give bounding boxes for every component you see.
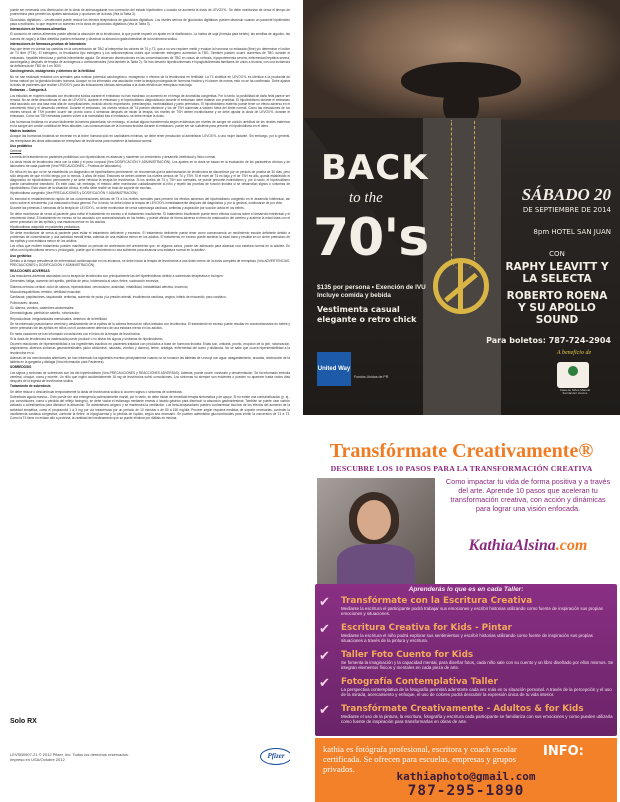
insert-paragraph: No se han realizado estudios con animales para evaluar potencial carcinogénico, mutagénico o efectos de la levotiroxina en fertilidad. La T4 sintética en LEVOXYL es idéntica a la producida de forma natural por la glándula tiroides humana. Aunque no ha informado una asociación entre la terapia prolongada de hormona tiroidea y el cáncer de mama, esto no se ha confirmado. Debe ajustar la dosis de pacientes que reciben LEVOXYL para las indicaciones clínicas adecuadas a la dosis efectiva de reemplazo más baja. [10, 74, 290, 87]
insert-paragraph: Hay que tener en cuenta los cambios en la concentración de TBG al interpretar los valores de T4 y T3, que a su vez requiere medir y evaluar la hormona no enlazada (libre) y/o determinar el índice de T4 libre (FT4I). El estrógeno, la fenotiazina tipo estrógeno y los anticonceptivos orales que contienen estrógeno aumentan la TBG. También pueden ocurrir aumentos de TBG durante el embarazo, hepatitis infecciosa y porfiria intermitente aguda. Se observan disminuciones en las concentraciones de TBG en casos de nefrosis, hipoproteinemia severa, enfermedad hepática severa, acromegalia y después de terapia de andrógenos o corticosteroides (Vea también la Tabla 2). Se han descrito hipertiroxinemias e hipoglobulinemias familiares de unión a tiroxina, con una incidencia de deficiencia de TBG de 1 en 9000. [10, 47, 290, 68]
peace-sign-icon [433, 258, 489, 314]
insert-paragraph: Además de los mencionados anteriores, se han informado los siguientes eventos principalmente cuando no se tomaron las tabletas de Levoxyl con agua: atragantamiento, arcadas, obstrucción de la tableta en la garganta y disfagia (Vea Información para Pacientes). [10, 355, 290, 365]
insert-heading: REACCIONES ADVERSAS [10, 268, 50, 273]
brand-domain: .com [555, 537, 588, 554]
poster-date: SÁBADO 20 [521, 185, 611, 204]
insert-paragraph: En niños en los que no se ha establecido un diagnóstico de hipotiroidismo permanente, se recomienda que la administración de levotiroxina se discontinúe por un periodo de prueba de 30 días, pero sólo después de que el niño tenga, por lo menos, 3 años de edad. Entonces se deben obtener los niveles séricos de T4 y TSH. Si el nivel de T4 es bajo y el de TSH es alto, queda establecido el diagnóstico de hipotiroidismo permanente y se debe reiniciar la terapia de levotiroxina. Si los niveles de T4 y TSH son normales, se puede presumir eutiroidismo y, por lo tanto, el hipotiroidismo puede considerarse transitorio. En este caso, sin embargo, el médico debe monitorizar cuidadosamente al niño y repetir las pruebas de función tiroidea si se desarrollan signos o síntomas de hipotiroidismo. Esta visión de la situación clínica, el niño debe recibir un trato de soporte de muchas. [10, 169, 290, 191]
insert-paragraph: GI: diarrea, vómitos, calambres abdominales; [10, 306, 75, 311]
insert-footer [10, 752, 129, 762]
insert-paragraph: Los niños que reciben tratamiento pueden manifestar un periodo de aceleración del crecimiento que, en algunos casos, puede ser adecuado para alcanzar una estatura normal en la adultez. En niños con hipotiroidismo severo o prolongado, puede que el crecimiento no sea suficiente para alcanzar una estatura normal en la adultez. [10, 244, 290, 253]
insert-paragraph: Los estudios en mujeres tratadas con levotiroxina sódica durante el embarazo no han mostrado un aumento en el riesgo de anomalías congénitas. Por lo tanto, la posibilidad de daño fetal parece ser remota. No se debe descontinuar el uso de LEVOXYL durante el embarazo y el hipotiroidismo diagnosticado durante el embarazo debe tratarse con prontitud. El hipotiroidismo durante el embarazo está asociado con una tasa más alta de complicaciones, incluido aborto espontáneo, preeclampsia, mortinatalidad y parto prematuro. El hipotiroidismo materno puede tener un efecto adverso en el crecimiento fetal y el desarrollo cerebral. Durante el embarazo, los niveles séricos de T4 pueden disminuir y los de TSH aumentar a valores fuera del límite normal. Como las elevaciones de los niveles séricos de TSH pueden ocurrir tan pronto como 4 semanas después de iniciar la terapia, los niveles de TSH deben monitorizarse y se debe ajustar la dosis de LEVOXYL durante el embarazo. Como las TSH elevadas pueden volver a la normalidad tras el embarazo, se debe revisar la dosis. [10, 93, 290, 119]
workshop-title: Transfórmate Creativamente - Adultos & for Kids [341, 704, 584, 714]
poster-venue: 8pm HOTEL SAN JUAN [533, 228, 611, 236]
insert-paragraph: Glucósidos digitálicos – Levotiroxina puede reducir los efectos terapéuticos de glucósidos digitálicos. Los niveles séricos de glucósidos digitálicos pueden disminuir cuando un paciente hipotiroideo pasa a eutiroideo, lo que requiere un aumento en la dosis de glucósidos digitálicos (Vea la Tabla 3). [10, 17, 290, 26]
ad-title: Transfórmate Creativamente® [329, 440, 594, 462]
insert-paragraph: El consumo de ciertos alimentos puede afectar la absorción de la levotiroxina, lo que puede requerir un ajuste en la dosificación. La harina de soja (fórmula para bebés), las semillas de algodón, las nueces de nogal y la fibra dietética pueden enlazarse y disminuir la absorción gastrointestinal de la levotiroxina sódica. [10, 32, 290, 41]
transformate-ad [303, 420, 620, 802]
workshop-description: Mediante la escritura el niño podrá explorar sus sentimientos y escribir historias utilizando como fuente de inspiración sus propias situaciones a través de la pintura y escritura. [341, 633, 593, 644]
workshops-panel [315, 584, 617, 736]
back-to-the-70s-poster [303, 0, 620, 415]
poster-act-1: RAPHY LEAVITT Y LA SELECTA [505, 261, 609, 285]
poster-headline-70s: 70's [313, 208, 429, 268]
poster-price: $135 por persona • Exención de IVU Incluye comida y bebida [317, 284, 426, 299]
insert-paragraph: Generales: fatiga, aumento del apetito, pérdida de peso, intolerancia al calor, fiebre, sudoración excesiva; [10, 279, 160, 284]
insert-heading: Interacciones de fármacos-pruebas de laboratorio [10, 41, 86, 46]
insert-body [10, 8, 290, 420]
united-way-caption: Fondos Unidos de PR [354, 375, 389, 379]
poster-date-month: DE SEPTIEMBRE DE 2014 [522, 206, 611, 214]
checkmark-icon: ✔ [319, 702, 330, 717]
beneficiary-caption: Casa de Niños Manuel Fernández Juncos [559, 388, 591, 396]
insert-paragraph: Se debe reducir o descontinuar temporalmente la dosis de levotiroxina sódica si ocurren signos o síntomas de sobredosis. [10, 389, 183, 394]
workshop-description: Se fomenta la imaginación y la capacidad mental, para diseñar fotos, cada niño sale con su cuento y un libro diseñado por ellos mismos. Se integran elementos físicos y mentales en cada pieza de arte. [341, 660, 614, 671]
checkmark-icon: ✔ [319, 648, 330, 663]
portrait-body [337, 544, 415, 586]
insert-paragraph: Las reacciones adversas asociadas con la terapia de levotiroxina son principalmente las del hipertiroidismo debido a sobredosis terapéutica e incluyen: [10, 274, 224, 278]
insert-paragraph: Reproductivas: irregularidades menstruales, deterioro de la fertilidad. [10, 316, 108, 321]
poster-act-2: ROBERTO ROENA Y SU APOLLO SOUND [506, 290, 608, 326]
insert-heading: Carcinogénesis, mutagénesis y deterioro de la fertilidad [10, 69, 95, 74]
poster-headline-to-the: to the [349, 190, 383, 206]
workshop-title: Fotografía Contemplativa Taller [341, 677, 498, 687]
poster-dress-code: Vestimenta casual elegante o retro chick [317, 305, 417, 324]
poster-tickets-phone: Para boletos: 787-724-2904 [486, 336, 611, 345]
poster-with-label: CON [549, 250, 565, 258]
united-way-logo: United Way [317, 352, 351, 386]
insert-paragraph: Sistema nervioso central: dolor de cabeza, hiperactividad, nerviosismo, ansiedad, irritabilidad, inestabilidad afectiva, insomnio; [10, 284, 189, 289]
workshop-item [341, 623, 615, 644]
kathia-portrait-photo [317, 478, 435, 586]
insert-paragraph: En raras ocasiones se han informado convulsiones con el inicio de la terapia de levotiroxina. [10, 331, 141, 336]
checkmark-icon: ✔ [319, 675, 330, 690]
print-date-line: Impreso en USA/Octubre 2012 [10, 757, 65, 762]
insert-heading: Tratamiento de sobredosis [10, 384, 51, 389]
beneficiary-label: A beneficio de [556, 350, 592, 356]
workshops-heading: Aprenderás lo que es en cada Taller: [408, 586, 524, 593]
workshop-title: Transfórmate con la Escritura Creativa [341, 596, 533, 606]
workshop-title: Taller Foto Cuento for Kids [341, 650, 474, 660]
insert-paragraph: Ocurren reacciones de hipersensibilidad a los ingredientes inactivos en pacientes tratados con productos a base de hormona tiroidea. Estas son, urticaria, prurito, erupción de la piel, ruborización, angioedema, diversos síntomas gastrointestinales (dolor abdominal, náuseas, vómitos y diarrea), fiebre, artralgia, enfermedad del suero y sibilancia. No se sabe que ocurra hipersensibilidad a la levotiroxina en sí. [10, 342, 290, 355]
contact-phone: 787-295-1890 [407, 783, 525, 799]
insert-heading: Embarazo – Categoría A [10, 88, 47, 93]
contact-description: kathia es fotógrafa profesional, escritora y coach escolar certificada. Se ofrecen para escuelas, empresas y grupos privados. [323, 744, 517, 774]
copyright-line: LEVSB0907-21 © 2012 Pfizer, Inc. Todos los derechos reservados. [10, 752, 129, 757]
insert-heading: Madres lactantes [10, 129, 36, 134]
brand-name: KathiaAlsina [468, 537, 556, 554]
insert-paragraph: Aunque las hormonas tiroideas se excretan en la leche humana sólo en cantidades mínimas, se debe tener precaución al administrar LEVOXYL a una mujer lactante. Sin embargo, por lo general, las reemplazar las dosis adecuadas de reemplazo de levotiroxina para mantener la lactancia normal. [10, 134, 290, 143]
checkmark-icon: ✔ [319, 621, 330, 636]
insert-paragraph: Se debe monitorizar de cerca al paciente para evitar el tratamiento deficiente y excesivo. El tratamiento deficiente puede tener como consecuencia un rendimiento escolar deficiente debido a problemas de concentración y una actividad mental lenta, además de una estatura menor en los adultos. El tratamiento en exceso puede acelerar la edad ósea y resultar en un cierre prematuro de las epífisis y una estatura menor en los adultos. [10, 230, 290, 243]
checkmark-icon: ✔ [319, 594, 330, 609]
insert-paragraph: Las hormonas tiroideas no cruzan fácilmente la barrera placentaria; sin embargo, el actual alguno transferencia según evidencias por niveles de sangre de cordón umbilical de los niveles maternos en la sangre del cordón umbilical de fetos atiroides. Las consecuencias de la hormona tiroidea durante el embarazo, puede ser sin suficiente para prevenir el hipotiroidismo en el útero. [10, 119, 290, 128]
insert-paragraph: Sobredosis aguda masiva – Esto puede ser una emergencia potencialmente mortal, por lo tanto, se debe iniciar de inmediato terapia sintomática y de apoyo. Si no existe una contraindicación (p. ej., por convulsiones, coma o pérdida del reflejo faríngeo), se debe vaciar el estómago mediante emesis o lavado gástrico para disminuir la absorción gastrointestinal. También se puede usar carbón activado o colestiramina para disminuir la absorción. Se administrará oxígeno y se mantendrá la ventilación. Los beta-bloqueadores pueden contrarrestar muchos de los efectos del aumento de la actividad simpática, como el propranolol 1 a 3 mg por vía intravenosa por un periodo de 10 minutos o de 80 a 160 mg/día. Proveer según requiera medidas de soporte necesarias, controlar la insuficiencia cardiaca congestiva, controlar la fiebre, la hipoglucemia y la pérdida de líquido, según sea necesario. Se pueden administrar glucocorticoides para inhibir la conversión de T4 a T3. Como la T4 tiene un enlace alto a proteína, la cantidad del medicamento que se puede eliminar por diálisis es mínima. [10, 395, 290, 420]
insert-paragraph: Pulmonares: disnea; [10, 300, 40, 305]
insert-paragraph: Es esencial el restablecimiento rápido de las concentraciones séricas de T4 a los niveles normales para prevenir los efectos adversos del hipotiroidismo congénito en el desarrollo intelectual, así como sobre el crecimiento y la maduración física general. Por lo tanto, se debe iniciar la terapia de LEVOXYL inmediatamente después del diagnóstico y, por lo general, continuarse de por vida. [10, 196, 290, 205]
necklace-chain [451, 120, 475, 270]
insert-paragraph: Dermatológicas: pérdida de cabello, ruborización; [10, 311, 80, 316]
insert-paragraph: Musculoesqueléticas: temblor, debilidad muscular; [10, 290, 82, 295]
insert-paragraph: Cardiacas: palpitaciones, taquicardia, arritmias, aumento de pulso y la presión arterial, insuficiencia cardíaca, angina, infarto de miocardio, paro cardíaco; [10, 295, 227, 300]
package-insert-column [10, 8, 290, 794]
contact-band [315, 738, 617, 802]
ad-subtitle: DESCUBRE LOS 10 PASOS PARA LA TRANSFORMACIÓN CREATIVA [330, 464, 593, 473]
info-label: INFO: [543, 744, 584, 759]
insert-paragraph: Se debe monitorizar de cerca al paciente para evitar el tratamiento en exceso o el tratamiento insuficiente. El tratamiento insuficiente puede tener efectos nocivos sobre el desarrollo intelectual y el crecimiento lineal. El tratamiento en exceso se ha asociado con craneosinostosis en los bebés, y puede afectar de forma adversa el ritmo de maduración del cerebro y acelerar la edad ósea con el cierre prematuro de las epífisis y una estatura menor en los adultos. [10, 211, 290, 224]
insert-paragraph: Se ha informado pseudotumor cerebral y deslizamiento de la epífisis de la cabeza femoral en niños tratados con levotiroxina. El tratamiento en exceso puede resultar en craneosinostosis en bebés y cierre prematuro de las epífisis en niños con el consecuente deterioro de una estatura menor en los adultos. [10, 322, 290, 331]
kathia-alsina-brand [443, 537, 613, 555]
insert-heading: Uso geriátrico [10, 253, 32, 258]
portrait-head [357, 500, 391, 540]
insert-paragraph: Durante las primeras 2 semanas de la terapia de LEVOXYL, se debe monitorizar de cerca sobrecarga cardíaca, arritmias y aspiración por succión ávida en los bebés. [10, 206, 245, 211]
workshop-title: Escritura Creativa for Kids - Pintar [341, 623, 512, 633]
insert-paragraph: Debido a la mayor prevalencia de enfermedad cardiovascular en los ancianos, se debe iniciar la terapia de levotiroxina a una dosis menor de la dosis completa de reemplazo (Vea ADVERTENCIAS, PRECAUCIONES y DOSIFICACIÓN Y ADMINISTRACIÓN). [10, 259, 290, 268]
insert-paragraph: puede ser necesaria una disminución de la dosis de antecoagulante con corrección del estado hipotiroideo o cuando se aumenta la dosis de LEVOXYL. Se debe monitorizar de cerca el tiempo de protrombina para permitir los ajustes adecuados y oportunos de la dosis (Vea la Tabla 3). [10, 8, 290, 17]
insert-paragraph: La dosis inicial de levotiroxina varía con la edad y el peso corporal (Vea DOSIFICACIÓN Y ADMINISTRACIÓN). Los ajustes en la dosis se basan en la evaluación de los parámetros clínicos y de laboratorio de cada paciente (Vea PRECAUCIONES – Pruebas de laboratorio). [10, 160, 290, 169]
workshop-item [341, 596, 615, 617]
pfizer-logo: Pfizer [260, 748, 290, 765]
workshop-description: Mediante el uso de la pintura, la escritura, fotografía y escritura cada participante se familiariza con sus emociones y como pueden utilizarla como fuente de inspiración para transformarlas en obras de arte. [341, 714, 613, 725]
rx-only-label: Solo RX [10, 718, 37, 725]
insert-paragraph: Los signos y síntomas de sobredosis son los del hipertiroidismo (Vea PRECAUCIONES y REACCIONES ADVERSAS). Además, puede ocurrir confusión y desorientación. Se ha informado embolia cerebral, choque, coma y muerte. Un niño que ingirió accidentalmente 18 mg de levotiroxina sufrió convulsiones. Los síntomas no siempre son evidentes o pueden no aparecer hasta varios días después de la ingesta de levotiroxina sódica. [10, 370, 290, 384]
workshop-item [341, 677, 615, 698]
insert-paragraph: Hipotiroidismo adquirido en pacientes pediátricos [10, 225, 80, 230]
contact-email: kathiaphoto@gmail.com [396, 770, 536, 783]
insert-heading: SOBREDOSIS [10, 365, 32, 370]
insert-heading: Interacciones de fármacos-alimentos [10, 27, 67, 31]
workshop-description: La perspectiva contemplativa de la fotografía permitirá adentrarte cada vez más en tu situación personal. A través de la percepción y el uso de la mirada, acercamiento y enfoque, el uso de colores podrá descubrir la expresión única de tu vida interior. [341, 687, 612, 698]
workshop-item [341, 704, 615, 725]
insert-heading: Uso pediátrico [10, 143, 33, 148]
poster-headline-back: BACK [321, 148, 429, 188]
insert-paragraph: Si la dosis de levotiroxina es inadecuada puede producir o no aliviar los signos y síntomas de hipotiroidismo. [10, 336, 164, 341]
workshop-description: Mediante la escritura el participante podrá trabajar sus emociones y escribir historias utilizando como fuente de inspiración sus propias emociones y situaciones. [341, 606, 603, 617]
workshop-item [341, 650, 615, 671]
ad-blurb: Como impactar tu vida de forma positiva y a través del arte. Aprende 10 pasos que aceleran tu transformación creativa, con acción y dinámicas para lograr una visión enfocada. [445, 477, 611, 513]
insert-paragraph: La meta del tratamiento en pacientes pediátricos con hipotiroidismo es alcanzar y mantener un crecimiento y desarrollo intelectual y físico normal. [10, 154, 216, 159]
insert-paragraph: Hipotiroidismo congénito (Vea PRECAUCIONES y DOSIFICACIÓN Y ADMINISTRACIÓN) [10, 191, 138, 196]
casa-de-ninos-logo [557, 362, 589, 388]
insert-paragraph: General [10, 149, 22, 154]
